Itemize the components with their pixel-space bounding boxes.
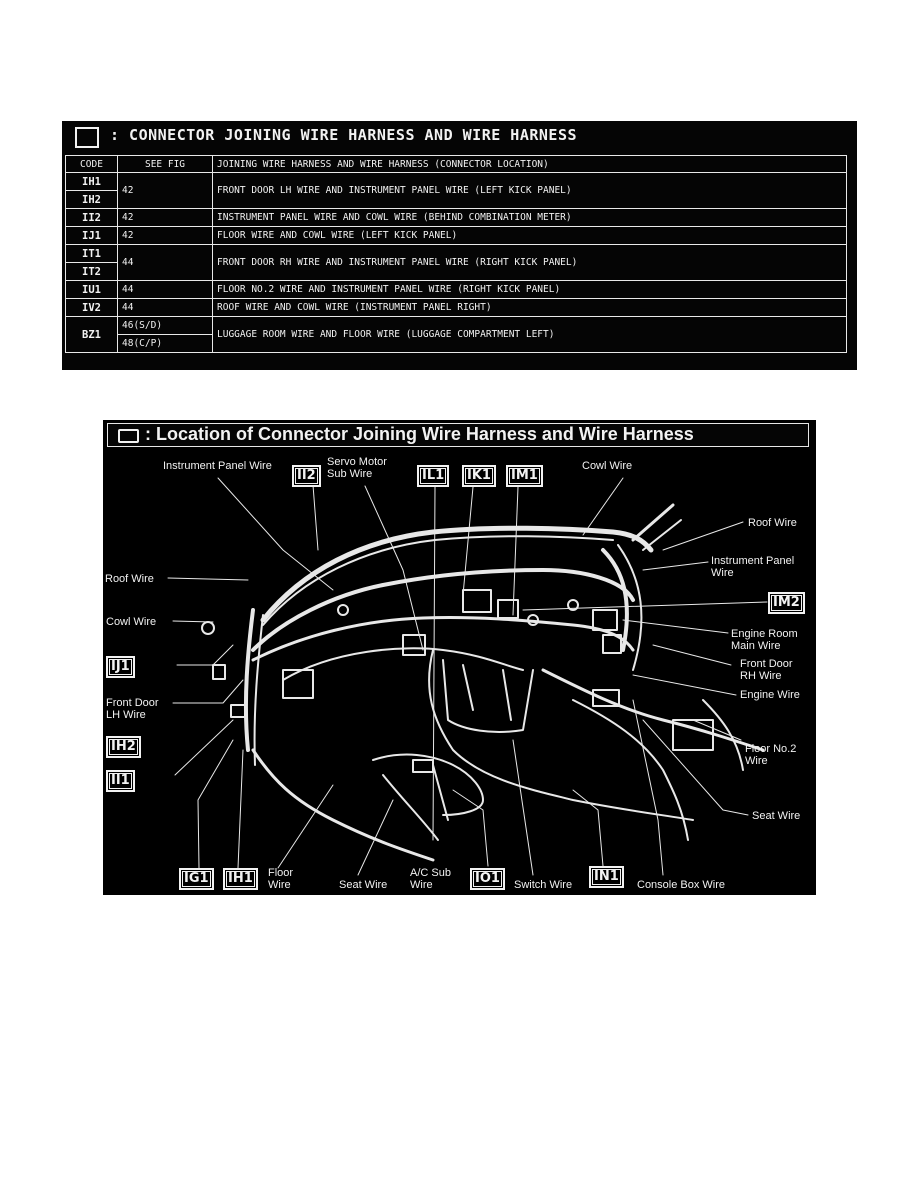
fig-cell: 48(C/P)	[118, 335, 213, 353]
description-cell: FRONT DOOR RH WIRE AND INSTRUMENT PANEL WIRE (RIGHT KICK PANEL)	[213, 245, 847, 281]
table-header-row	[66, 156, 847, 173]
description-cell: INSTRUMENT PANEL WIRE AND COWL WIRE (BEHIND COMBINATION METER)	[213, 209, 847, 227]
table-row	[66, 209, 847, 227]
legend-box-icon	[75, 127, 99, 148]
connector-code-il1: IL1	[417, 465, 449, 487]
code-cell: IJ1	[66, 227, 118, 245]
table-row	[66, 317, 847, 335]
label-seat-wire-right: Seat Wire	[752, 810, 801, 822]
code-cell: IU1	[66, 281, 118, 299]
table-row	[66, 281, 847, 299]
label-cowl-wire-left: Cowl Wire	[106, 616, 157, 628]
connector-code-in1: IN1	[589, 866, 624, 888]
label-ac-sub-wire: A/C Sub Wire	[410, 867, 451, 891]
table-row	[66, 245, 847, 263]
table-row	[66, 173, 847, 191]
code-cell: IV2	[66, 299, 118, 317]
code-cell: IH1	[66, 173, 118, 191]
connector-code-im2: IM2	[768, 592, 805, 614]
diagram-title-bar	[107, 423, 809, 447]
connector-table-panel	[62, 121, 857, 370]
code-cell: II2	[66, 209, 118, 227]
connector-code-ii2: II2	[292, 465, 321, 487]
label-front-door-rh-wire: Front Door RH Wire	[740, 658, 793, 682]
label-front-door-lh-wire: Front Door LH Wire	[106, 697, 159, 721]
connector-code-ik1: IK1	[462, 465, 496, 487]
wire-harness-diagram-panel	[103, 420, 816, 895]
fig-cell: 44	[118, 245, 213, 281]
label-roof-wire-right: Roof Wire	[748, 517, 797, 529]
connector-code-ih1: IH1	[223, 868, 258, 890]
connector-code-im1: IM1	[506, 465, 543, 487]
connector-code-ij1: IJ1	[106, 656, 135, 678]
description-cell: FRONT DOOR LH WIRE AND INSTRUMENT PANEL WIRE (LEFT KICK PANEL)	[213, 173, 847, 209]
connector-code-ii1: II1	[106, 770, 135, 792]
code-cell: IH2	[66, 191, 118, 209]
label-floor-wire: Floor Wire	[268, 867, 294, 891]
fig-cell: 44	[118, 299, 213, 317]
table-row	[66, 299, 847, 317]
header-code: CODE	[66, 156, 118, 173]
label-switch-wire: Switch Wire	[514, 879, 573, 891]
code-cell: IT2	[66, 263, 118, 281]
connector-table	[65, 155, 847, 353]
label-cowl-wire-top: Cowl Wire	[582, 460, 633, 472]
fig-cell: 42	[118, 173, 213, 209]
table-title-row	[62, 121, 857, 153]
label-instrument-panel-wire-right: Instrument Panel Wire	[711, 555, 795, 579]
label-roof-wire-left: Roof Wire	[105, 573, 154, 585]
description-cell: LUGGAGE ROOM WIRE AND FLOOR WIRE (LUGGAGE COMPARTMENT LEFT)	[213, 317, 847, 353]
description-cell: FLOOR WIRE AND COWL WIRE (LEFT KICK PANEL)	[213, 227, 847, 245]
fig-cell: 44	[118, 281, 213, 299]
diagram-title: : Location of Connector Joining Wire Harness and Wire Harness	[145, 424, 694, 444]
connector-code-ih2: IH2	[106, 736, 141, 758]
code-cell: IT1	[66, 245, 118, 263]
code-cell: BZ1	[66, 317, 118, 353]
table-title: : CONNECTOR JOINING WIRE HARNESS AND WIRE HARNESS	[110, 126, 578, 144]
label-seat-wire-bottom: Seat Wire	[339, 879, 388, 891]
label-engine-wire: Engine Wire	[740, 689, 800, 701]
connector-code-ig1: IG1	[179, 868, 214, 890]
fig-cell: 46(S/D)	[118, 317, 213, 335]
label-floor-no2-wire: Floor No.2 Wire	[745, 743, 797, 767]
label-servo-motor-sub-wire: Servo Motor Sub Wire	[327, 456, 387, 480]
fig-cell: 42	[118, 209, 213, 227]
wire-harness-illustration	[103, 420, 816, 895]
label-engine-room-main-wire: Engine Room Main Wire	[731, 628, 798, 652]
description-cell: ROOF WIRE AND COWL WIRE (INSTRUMENT PANEL RIGHT)	[213, 299, 847, 317]
description-cell: FLOOR NO.2 WIRE AND INSTRUMENT PANEL WIRE (RIGHT KICK PANEL)	[213, 281, 847, 299]
header-description: JOINING WIRE HARNESS AND WIRE HARNESS (CONNECTOR LOCATION)	[213, 156, 847, 173]
header-see-fig: SEE FIG	[118, 156, 213, 173]
label-instrument-panel-wire-top: Instrument Panel Wire	[163, 460, 272, 472]
fig-cell: 42	[118, 227, 213, 245]
table-row	[66, 227, 847, 245]
legend-box-icon	[118, 429, 139, 443]
connector-code-io1: IO1	[470, 868, 505, 890]
label-console-box-wire: Console Box Wire	[637, 879, 726, 891]
